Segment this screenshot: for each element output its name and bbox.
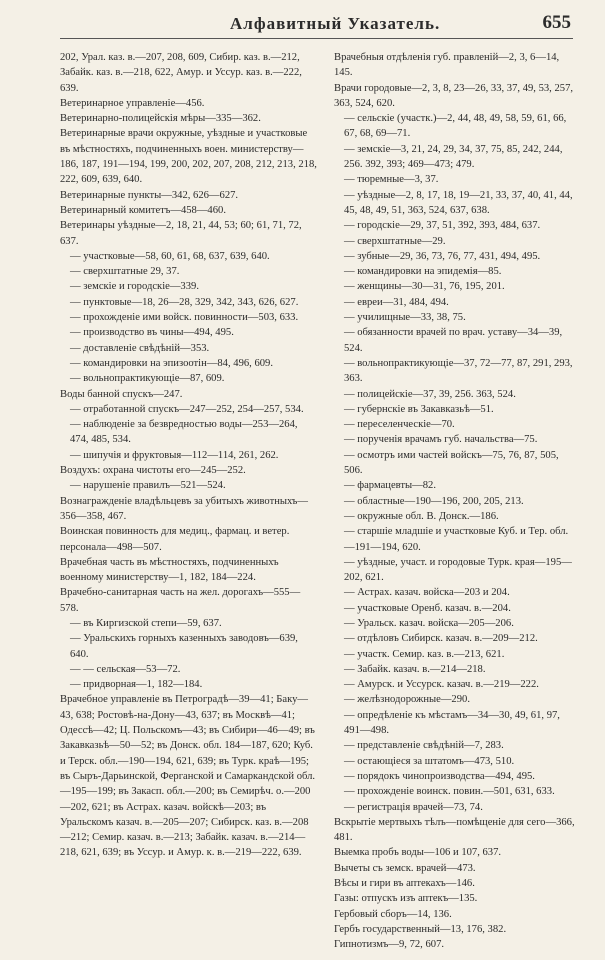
index-entry: Гипнотизмъ—9, 72, 607. (334, 939, 445, 951)
index-entry: — участк. Семир. каз. в.—213, 621. (344, 648, 505, 660)
page-number: 655 (542, 12, 571, 33)
index-entry: — осмотръ ими частей войскъ—75, 76, 87, 505, 506. (344, 449, 559, 477)
index-entry: — вольнопрактикующіе—87, 609. (70, 373, 225, 385)
index-entry: Вскрытіе мертвыхъ тѣлъ—помѣщеніе для сего—366, 481. (334, 816, 575, 844)
index-entry: — придворная—1, 182—184. (70, 679, 203, 691)
index-entry: — наблюденіе за безвредностью воды—253—264, 474, 485, 534. (70, 419, 298, 446)
index-entry: — порядокъ чинопроизводства—494, 495. (344, 770, 535, 782)
index-entry: — представленіе свѣдѣній—7, 283. (344, 740, 504, 752)
index-entry: 202, Урал. каз. в.—207, 208, 609, Сибир. каз. в.—212, Забайк. каз. в.—218, 622, Амур. и Уссур. каз. в.—222, 639. (60, 52, 302, 94)
index-column-right (334, 50, 576, 953)
index-entry: Воздухъ: охрана чистоты его—245—252. (60, 465, 246, 477)
index-entry: Воды банной спускъ—247. (60, 388, 183, 400)
index-entry: Воинская повинность для медиц., фармац. и ветер. персонала—498—507. (60, 526, 290, 553)
index-entry: — отработанной спускъ—247—252, 254—257, 534. (70, 403, 304, 415)
index-entry: Гербовый сборъ—14, 136. (334, 908, 452, 920)
index-column-left (60, 50, 318, 861)
index-entry: — зубные—29, 36, 73, 76, 77, 431, 494, 495. (344, 250, 541, 262)
index-entry: Врачи городовые—2, 3, 8, 23—26, 33, 37, 49, 53, 257, 363, 524, 620. (334, 82, 574, 109)
index-entry: — — сельская—53—72. (70, 663, 181, 675)
index-entry: — командировки на эпизоотін—84, 496, 609. (70, 357, 274, 369)
index-entry: — земскіе—3, 21, 24, 29, 34, 37, 75, 85, 242, 244, 256. 392, 393; 469—473; 479. (344, 143, 563, 171)
index-entry: Ветеринарное управленіе—456. (60, 97, 205, 109)
index-entry: Врачебное управленіе въ Петроградѣ—39—41; Баку—43, 638; Ростовѣ-на-Дону—43, 637; въ Москвѣ—41; Одессѣ—42; Ц. Польскомъ—43; въ Сибири—46—49; въ Закавказьѣ—50—52; въ Донск. обл. 184—187, 620; Куб. и Терск. обл.—190—194, 621, 639; въ Турк. краѣ—195; въ Сыръ-Дарьинской, Ферганской и Самаркандской обл.—195—199; въ Закасп. обл.—200; въ Семирѣч. о.—200—202, 621; въ Астрах. казач. войскѣ—203; въ Уральскомъ казач. в.—205—207; Сибирск. каз. в.—208—212; Семир. казач. в.—213; Забайк. казач. в.—214—218, 621, 639; въ Уссур. и Амур. к. в.—219—222, 639. (60, 694, 316, 859)
index-entry: — порученія врачамъ губ. начальства—75. (344, 434, 538, 446)
index-entry: Вѣсы и гири въ аптекахъ—146. (334, 878, 475, 890)
index-entry: Ветеринарные врачи окружные, уѣздные и участковые въ мѣстностяхъ, подчиненныхъ воен. министерству—186, 187, 191—194, 199, 200, 202, 207, 208, 212, 213, 218, 222, 609, 639, 640. (60, 128, 317, 186)
index-entry: Ветеринары уѣздные—2, 18, 21, 44, 53; 60; 61, 71, 72, 637. (60, 220, 302, 247)
index-entry: Газы: отпускъ изъ аптекъ—135. (334, 893, 478, 905)
index-entry: — доставленіе свѣдѣній—353. (70, 342, 210, 354)
index-entry: — сверхштатные—29. (344, 235, 446, 247)
index-entry: — шипучія и фруктовыя—112—114, 261, 262. (70, 449, 279, 461)
page-title: Алфавитный Указатель. (230, 14, 441, 33)
index-entry: — училищные—33, 38, 75. (344, 312, 466, 324)
index-entry: — остающіеся за штатомъ—473, 510. (344, 755, 515, 767)
index-entry: — тюремные—3, 37. (344, 174, 439, 186)
index-entry: — фармацевты—82. (344, 480, 436, 492)
index-entry: — пунктовые—18, 26—28, 329, 342, 343, 626, 627. (70, 296, 299, 308)
index-entry: — уѣздные, участ. и городовые Турк. края—195—202, 621. (344, 556, 572, 584)
index-entry: — Астрах. казач. войска—203 и 204. (344, 587, 510, 599)
index-entry: — областные—190—196, 200, 205, 213. (344, 495, 524, 507)
index-entry: — полицейскіе—37, 39, 256. 363, 524. (344, 388, 516, 400)
index-entry: Вознагражденіе владѣльцевъ за убитыхъ животныхъ—356—358, 467. (60, 495, 308, 522)
index-entry: — отдѣловъ Сибирск. казач. в.—209—212. (344, 633, 538, 645)
index-entry: — въ Киргизской степи—59, 637. (70, 617, 222, 629)
index-entry: Ветеринарно-полицейскія мѣры—335—362. (60, 113, 261, 125)
index-entry: — Уральск. казач. войска—205—206. (344, 617, 514, 629)
index-entry: — уѣздные—2, 8, 17, 18, 19—21, 33, 37, 40, 41, 44, 45, 48, 49, 51, 363, 524, 637, 638. (344, 189, 573, 216)
index-entry: — участковые Оренб. казач. в.—204. (344, 602, 511, 614)
index-entry: Врачебныя отдѣленія губ. правленій—2, 3, 6—14, 145. (334, 52, 560, 79)
index-entry: Ветеринарный комитетъ—458—460. (60, 204, 226, 216)
index-entry: — вольнопрактикующіе—37, 72—77, 87, 291, 293, 363. (344, 357, 573, 385)
index-entry: — прохожденіе воинск. повин.—501, 631, 633. (344, 786, 555, 798)
index-entry: — прохожденіе ими войск. повинности—503, 633. (70, 312, 299, 324)
index-entry: — обязанности врачей по врач. уставу—34—39, 524. (344, 327, 563, 354)
index-entry: — желѣзнодорожные—290. (344, 694, 470, 706)
index-entry: — опредѣленіе къ мѣстамъ—34—30, 49, 61, 97, 491—498. (344, 709, 560, 737)
index-entry: Врачебно-санитарная часть на жел. дорогахъ—555—578. (60, 587, 301, 614)
index-entry: — Забайк. казач. в.—214—218. (344, 663, 486, 675)
index-entry: — окружные обл. В. Донск.—186. (344, 510, 499, 522)
index-entry: — командировки на эпидемія—85. (344, 266, 502, 278)
index-entry: — губернскіе въ Закавказьѣ—51. (344, 403, 494, 415)
index-entry: — производство въ чины—494, 495. (70, 327, 234, 339)
page-header (60, 10, 573, 39)
index-entry: — участковые—58, 60, 61, 68, 637, 639, 640. (70, 250, 270, 262)
index-entry: Ветеринарные пункты—342, 626—627. (60, 189, 239, 201)
index-entry: — евреи—31, 484, 494. (344, 296, 449, 308)
index-entry: — городскіе—29, 37, 51, 392, 393, 484, 637. (344, 220, 541, 232)
index-entry: — регистрація врачей—73, 74. (344, 801, 483, 813)
index-entry: — переселенческіе—70. (344, 419, 455, 431)
index-entry: — Амурск. и Уссурск. казач. в.—219—222. (344, 679, 539, 691)
index-entry: — сверхштатные 29, 37. (70, 266, 180, 278)
index-entry: — нарушеніе правилъ—521—524. (70, 480, 226, 492)
index-entry: Гербъ государственный—13, 176, 382. (334, 923, 507, 935)
index-entry: — старшіе младшіе и участковые Куб. и Тер. обл.—191—194, 620. (344, 526, 569, 553)
index-entry: Вычеты съ земск. врачей—473. (334, 862, 476, 874)
index-entry: — сельскіе (участк.)—2, 44, 48, 49, 58, 59, 61, 66, 67, 68, 69—71. (344, 113, 567, 140)
index-entry: — женщины—30—31, 76, 195, 201. (344, 281, 505, 293)
index-entry: Врачебная часть въ мѣстностяхъ, подчиненныхъ военному министерству—1, 182, 184—224. (60, 556, 279, 584)
index-entry: — земскіе и городскіе—339. (70, 281, 199, 293)
index-entry: — Уральскихъ горныхъ казенныхъ заводовъ—639, 640. (70, 633, 298, 660)
index-entry: Выемка пробъ воды—106 и 107, 637. (334, 847, 502, 859)
